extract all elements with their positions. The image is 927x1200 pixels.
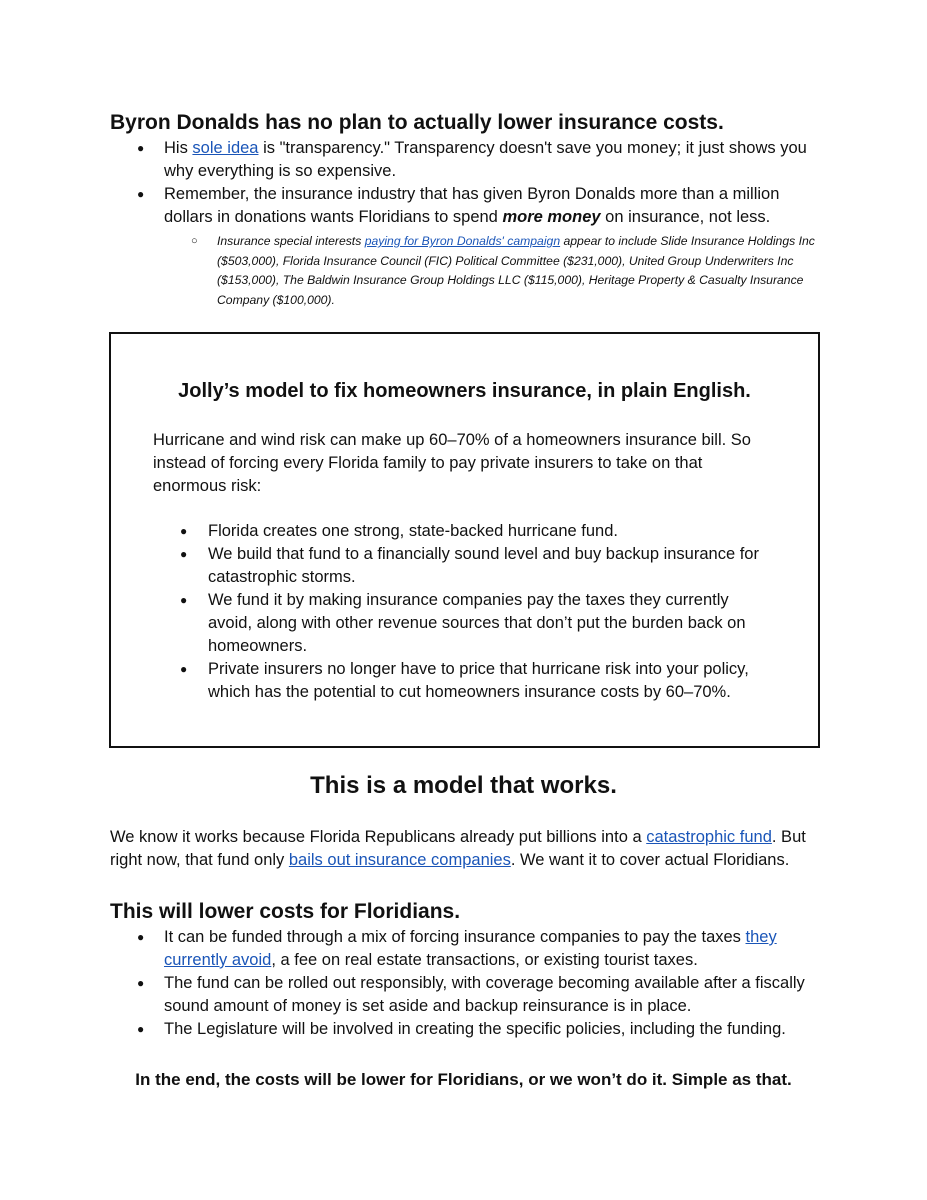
- paragraph-text: . But right now, that fund only: [110, 828, 806, 869]
- paragraph-text: . We want it to cover actual Floridians.: [510, 851, 790, 869]
- list-item: ● The fund can be rolled out responsibly, with coverage becoming available after a fiscally sound amount of money is set aside and backup reinsurance is in place.: [110, 972, 830, 1018]
- section-heading-lower-costs: This will lower costs for Floridians.: [110, 900, 461, 923]
- list-item: ● We build that fund to a financially sound level and buy backup insurance for catastrophic storms.: [153, 543, 771, 589]
- list-item: ● Private insurers no longer have to price that hurricane risk into your policy, which has the potential to cut homeowners insurance costs by 60–70%.: [153, 658, 771, 704]
- sub-bullet-text: Insurance special interests: [217, 234, 365, 248]
- box-title: Jolly’s model to fix homeowners insurance, in plain English.: [178, 380, 751, 402]
- bullet-text: His: [164, 139, 193, 157]
- bullet-text: is "transparency." Transparency doesn't save you money; it just shows you why everything is so expensive.: [164, 139, 807, 180]
- bullet-text: , a fee on real estate transactions, or existing tourist taxes.: [271, 951, 698, 969]
- box-bullet-list: [153, 520, 771, 704]
- emphasis-text: more money: [502, 208, 601, 226]
- bails-out-link[interactable]: bails out insurance companies: [288, 851, 511, 869]
- sole-idea-link[interactable]: sole idea: [192, 139, 259, 157]
- sub-bullet-text: appear to include Slide Insurance Holdings Inc ($503,000), Florida Insurance Council (FIC) Political Committee ($231,000), United Group Underwriters Inc ($153,000), The Baldwin Insurance Group Holdings LLC ($115,000), Heritage Property & Casualty Insurance Company ($100,000).: [217, 234, 815, 307]
- bullet-list-no-plan: [110, 137, 830, 310]
- sub-list-item: [164, 232, 830, 310]
- sub-bullet-list: [164, 232, 830, 310]
- section-heading-no-plan: Byron Donalds has no plan to actually lower insurance costs.: [110, 111, 724, 134]
- list-item: [110, 137, 830, 183]
- list-item: [110, 926, 830, 972]
- model-paragraph: [110, 826, 830, 872]
- bullet-text: on insurance, not less.: [600, 208, 771, 226]
- they-currently-avoid-link[interactable]: they currently avoid: [164, 928, 777, 969]
- list-item: ● We fund it by making insurance companies pay the taxes they currently avoid, along with other revenue sources that don’t put the burden back on homeowners.: [153, 589, 771, 658]
- list-item: [110, 183, 830, 310]
- list-item: ● The Legislature will be involved in creating the specific policies, including the funding.: [110, 1018, 830, 1041]
- bullet-text: It can be funded through a mix of forcing insurance companies to pay the taxes: [164, 928, 746, 946]
- closing-statement: In the end, the costs will be lower for Floridians, or we won’t do it. Simple as that.: [135, 1070, 792, 1089]
- section-heading-model-works: This is a model that works.: [310, 772, 617, 799]
- bullet-list-lower-costs: [110, 926, 830, 1041]
- box-intro: Hurricane and wind risk can make up 60–70% of a homeowners insurance bill. So instead of forcing every Florida family to pay private insurers to take on that enormous risk:: [153, 431, 751, 495]
- catastrophic-fund-link[interactable]: catastrophic fund: [646, 828, 772, 846]
- list-item: ● Florida creates one strong, state-backed hurricane fund.: [153, 520, 771, 543]
- campaign-funding-link[interactable]: paying for Byron Donalds' campaign: [364, 234, 561, 248]
- plan-summary-box: [109, 332, 820, 748]
- bullet-text: Remember, the insurance industry that has given Byron Donalds more than a million dollars in donations wants Floridians to spend: [164, 185, 780, 226]
- paragraph-text: We know it works because Florida Republicans already put billions into a: [110, 828, 647, 846]
